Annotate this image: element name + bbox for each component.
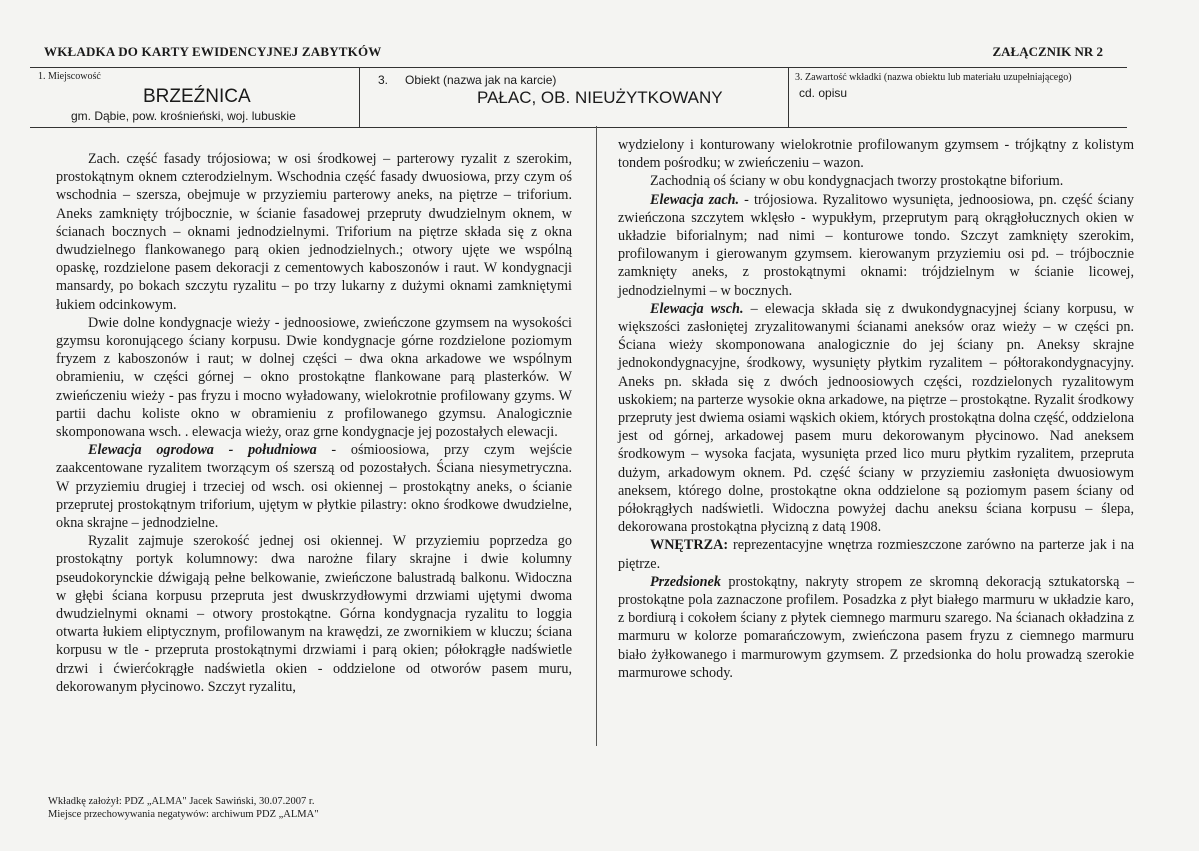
- locality-subtitle: gm. Dąbie, pow. krośnieński, woj. lubuskie: [71, 109, 296, 123]
- left-column: [56, 150, 572, 696]
- paragraph-text: - trójosiowa. Ryzalitowo wysunięta, jednoosiowa, pn. część ściany zwieńczona szczytem wklęsło - wypukłym, przeprutym parą okrągłołucznych okien w układzie biforialnym; nad nimi – konturowe tondo. Szczyt zamknięty szerokim, profilowanym i gierowanym gzymsem. kierowanym przyziemiu osi pd. – trójbocznie zamknięty aneks, z prostokątnymi oknami: trójdzielnym w ścianie licowej, jednodzielnymi – w bocznych.: [618, 191, 1134, 299]
- content-cell: [789, 68, 1127, 127]
- paragraph: [618, 191, 1134, 300]
- paragraph: Zachodnią oś ściany w obu kondygnacjach tworzy prostokątne biforium.: [650, 173, 1064, 190]
- right-column: [618, 136, 1134, 682]
- paragraph: [618, 536, 1134, 572]
- section-heading: Przedsionek: [650, 573, 721, 590]
- object-cell: [360, 68, 789, 127]
- paragraph: wydzielony i konturowany wielokrotnie profilowanym gzymsem - trójkątny z kolistym tondem pośrodku; w zwieńczeniu – wazon.: [618, 137, 1134, 172]
- object-value: PAŁAC, OB. NIEUŻYTKOWANY: [477, 88, 723, 107]
- paragraph: [618, 300, 1134, 537]
- paragraph-text: – elewacja składa się z dwukondygnacyjnej ściany korpusu, w większości zasłoniętej zryzalitowanymi ścianami aneksów oraz wieży – w części pn. Ściana wieży skomponowana analogicznie do jej ściany pn. Aneksy skrajne jednokondygnacyjne, środkowy, wysunięty płytkim ryzalitem – półtorakondygnacyjny. Aneks pn. składa się z dwóch jednoosiowych części, rozdzielonych ryzalitowym uskokiem; na parterze wysokie okna arkadowe, na piętrze – prostokątne. Ryzalit środkowy przepruty jest dwiema osiami wąskich okiem, których prostokątna dolna część, oddzielona jest od górnej, arkadowej pasem muru dekorowanym płycinowo. Nad aneksem środkowym – wysoka facjata, wysunięta przed lico muru płytkim ryzalitem, przepruta dużym, arkadowym oknem. Pd. część ściany w przyziemiu zasłonięta dwuosiowym aneksem, którego dolne, prostokątne okna oddzielone są poziomym pasem ściany od półokrągłych nadświetli. Widoczna powyżej dachu aneksu ściana korpusu – ślepa, dekorowana prostokątna płycizną z datą 1908.: [618, 300, 1134, 536]
- paragraph-text: reprezentacyjne wnętrza rozmieszczone zarówno na parterze jak i na piętrze.: [618, 537, 1134, 572]
- footer: [48, 795, 319, 821]
- section-heading: Elewacja zach.: [650, 191, 740, 208]
- paragraph: [618, 573, 1134, 682]
- object-label: Obiekt (nazwa jak na karcie): [405, 73, 557, 87]
- attachment-number: ZAŁĄCZNIK NR 2: [992, 44, 1103, 59]
- paragraph: [56, 441, 572, 532]
- paragraph-text: prostokątny, nakryty stropem ze skromną dekoracją sztukatorską – prostokątne pola zaznaczone profilem. Posadzka z płyt białego marmuru w układzie karo, z bordiurą i cokołem ściany z płytek ciemnego marmuru szarego. Na ścianach okładzina z marmuru w kolorze pomarańczowym, zwieńczona pasem fryzu z ciemnego marmuru biało żyłkowanego i marmurowym gzymsem. Z przedsionka do holu prowadzą szerokie marmurowe schody.: [618, 573, 1134, 681]
- paragraph: Zach. część fasady trójosiowa; w osi środkowej – parterowy ryzalit z szerokim, prostokątnym oknem czterodzielnym. Wschodnia część fasady dwuosiowa, przy czym oś wschodnia – szersza, obejmuje w przyziemiu parterowy aneks, na piętrze – triforium. Aneks zamknięty trójbocznie, w ścianie fasadowej przepruty dwudzielnym oknem, w ścianach bocznych – oknami jednodzielnymi. Triforium na piętrze składa się z okna dwudzielnego flankowanego parą okien jednodzielnych.; otwory ujęte we wspólną opaskę, rozdzielone pasem dekoracji z cementowych kaboszonów i raut. W kondygnacji mansardy, po bokach szczytu ryzalitu – po trzy lukarny z dużymi oknami zamkniętymi łukiem odcinkowym.: [56, 151, 572, 313]
- locality-value: BRZEŹNICA: [143, 86, 251, 107]
- column-divider: [596, 126, 597, 746]
- footer-author: Wkładkę założył: PDZ „ALMA" Jacek Sawiński, 30.07.2007 r.: [48, 796, 315, 807]
- footer-archive: Miejsce przechowywania negatywów: archiwum PDZ „ALMA": [48, 809, 319, 820]
- section-heading: Elewacja wsch.: [650, 300, 744, 317]
- paragraph: Ryzalit zajmuje szerokość jednej osi okiennej. W przyziemiu poprzedza go prostokątny portyk kolumnowy: dwa narożne filary skrajne i dwie kolumny pseudokorynckie dźwigają pełne belkowanie, zwieńczone balustradą balkonu. Widoczna w głębi ściana korpusu przepruta jest dwuskrzydłowymi drzwiami ujętymi dwoma dwudzielnymi oknami – otwory prostokątne. Górna kondygnacja ryzalitu to loggia otwarta łukiem eliptycznym, profilowanym na krawędzi, ze zwornikiem w kluczu; ściana korpusu w tle - przepruta prostokątnymi drzwiami i parą okien; półokrągłe nadświetle drzwi i ćwierćokrągłe nadświetla okien - oddzielone od otworów pasem muru, dekorowanym płycinowo. Szczyt ryzalitu,: [56, 533, 572, 695]
- content-label: 3. Zawartość wkładki (nazwa obiektu lub materiału uzupełniającego): [795, 72, 1072, 83]
- locality-label: 1. Miejscowość: [38, 71, 101, 82]
- object-number: 3.: [378, 73, 389, 87]
- content-value: cd. opisu: [799, 86, 848, 100]
- locality-cell: [30, 68, 360, 127]
- paragraph: Dwie dolne kondygnacje wieży - jednoosiowe, zwieńczone gzymsem na wysokości gzymsu koronującego ściany korpusu. Dwie kondygnacje górne rozdzielone poziomym fryzem z kaboszonów i raut; w dolnej części – dwa okna arkadowe we wspólnym obramieniu, w części górnej – okno prostokątne flankowane parą plasterków. W zwieńczeniu wieży - pas fryzu i mocno wyładowany, wielokrotnie profilowany gzyms. W partii dachu koliste okno w obramieniu z profilowanego gzymsu. Analogicznie skomponowana wsch. . elewacja wieży, oraz grne kondygnacje jej pozostałych elewacji.: [56, 314, 572, 441]
- header-table: [30, 67, 1127, 128]
- document-title: WKŁADKA DO KARTY EWIDENCYJNEJ ZABYTKÓW: [44, 44, 382, 59]
- section-heading: WNĘTRZA:: [650, 537, 729, 554]
- section-heading: Elewacja ogrodowa - południowa: [88, 442, 317, 459]
- paragraph-text: - ośmioosiowa, przy czym wejście zaakcentowane ryzalitem tworzącym oś szerszą od pozostałych. Ściana niesymetryczna. W przyziemiu drugiej i trzeciej od wsch. osi okiennej – prostokątny aneks, o ścianie przeprutej prostokątnym triforium, ujętym w płytkie pilastry: okno środkowe dwudzielne, okna skrajne – jednodzielne.: [56, 442, 573, 532]
